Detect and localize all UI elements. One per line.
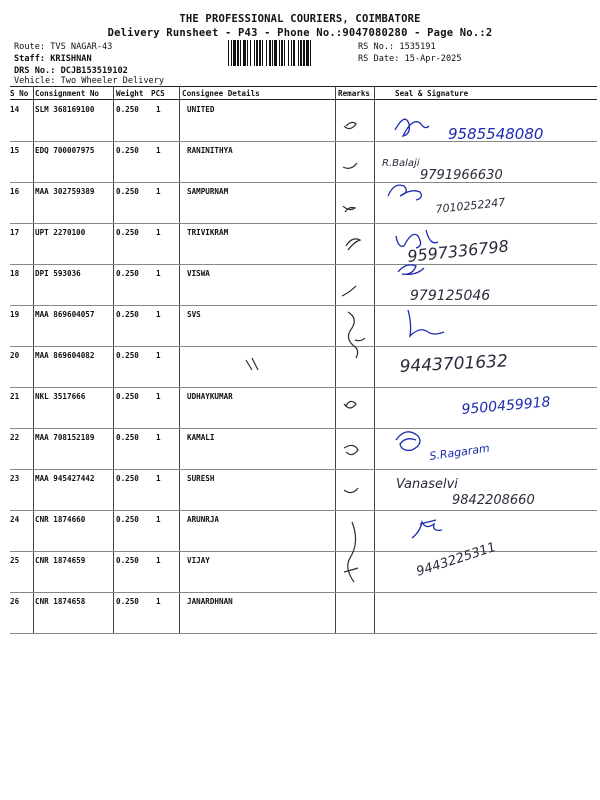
- handwritten-phone: 9585548080: [448, 125, 544, 143]
- consignment-cell: MAA 302759389: [35, 187, 95, 196]
- pcs-cell: 1: [156, 474, 161, 483]
- sno-cell: 25: [10, 556, 20, 565]
- consignee-cell: VIJAY: [187, 556, 210, 565]
- weight-cell: 0.250: [116, 351, 139, 360]
- vehicle-label: Vehicle:: [14, 76, 56, 86]
- col-header-pcs: PCS: [151, 89, 165, 98]
- sno-cell: 14: [10, 105, 20, 114]
- sno-cell: 19: [10, 310, 20, 319]
- weight-cell: 0.250: [116, 515, 139, 524]
- signature: [396, 432, 420, 451]
- pcs-cell: 1: [156, 228, 161, 237]
- handwritten-name: S.Ragaram: [428, 441, 491, 463]
- remark-marks: [246, 122, 365, 582]
- sno-cell: 18: [10, 269, 20, 278]
- weight-cell: 0.250: [116, 597, 139, 606]
- sno-cell: 16: [10, 187, 20, 196]
- remark-tick: [348, 312, 365, 358]
- handwritten-phone: 9842208660: [452, 493, 535, 508]
- runsheet-subtitle: Delivery Runsheet - P43 - Phone No.:9047080280 - Page No.:2: [107, 27, 493, 39]
- pcs-cell: 1: [156, 556, 161, 565]
- handwritten-name: R.Balaji: [382, 158, 420, 169]
- signature: [408, 310, 444, 336]
- pcs-cell: 1: [156, 433, 161, 442]
- consignment-cell: CNR 1874658: [35, 597, 86, 606]
- rs-date-label: RS Date:: [358, 54, 400, 64]
- handwritten-phone: 9791966630: [420, 168, 503, 183]
- remark-tick: [344, 488, 358, 493]
- sno-cell: 24: [10, 515, 20, 524]
- consignment-cell: MAA 869604082: [35, 351, 95, 360]
- remark-tick: [346, 239, 360, 250]
- remark-tick: [344, 401, 356, 408]
- signature: [398, 265, 424, 275]
- signature: [412, 520, 442, 538]
- drs-value: DCJB153519102: [60, 66, 128, 76]
- remark-tick: [344, 122, 356, 128]
- remark-tick: [342, 286, 356, 296]
- col-header-sno: S No: [10, 89, 29, 98]
- company-title: THE PROFESSIONAL COURIERS, COIMBATORE: [179, 13, 421, 25]
- sno-cell: 22: [10, 433, 20, 442]
- sno-cell: 23: [10, 474, 20, 483]
- consignee-cell: TRIVIKRAM: [187, 228, 229, 237]
- route-label: Route:: [14, 42, 46, 52]
- route-value: TVS NAGAR-43: [50, 42, 113, 52]
- weight-cell: 0.250: [116, 310, 139, 319]
- weight-cell: 0.250: [116, 105, 139, 114]
- weight-cell: 0.250: [116, 474, 139, 483]
- remark-tick: [343, 163, 357, 168]
- handwritten-phone: 9597336798: [406, 236, 510, 266]
- consignee-cell: ARUNRJA: [187, 515, 220, 524]
- remark-tick: [246, 358, 258, 370]
- handwritten-phone: 7010252247: [434, 195, 506, 216]
- col-header-consignment: Consignment No: [35, 89, 100, 98]
- col-header-remarks: Remarks: [338, 89, 371, 98]
- pcs-cell: 1: [156, 269, 161, 278]
- col-header-consignee: Consignee Details: [182, 89, 260, 98]
- pcs-cell: 1: [156, 146, 161, 155]
- signature: [388, 185, 421, 200]
- remark-tick: [343, 206, 355, 212]
- weight-cell: 0.250: [116, 146, 139, 155]
- consignment-cell: DPI 593036: [35, 269, 81, 278]
- weight-cell: 0.250: [116, 556, 139, 565]
- handwritten-name: Vanaselvi: [396, 477, 458, 492]
- handwritten-phone: 9500459918: [460, 394, 552, 418]
- staff-value: KRISHNAN: [50, 54, 92, 64]
- pcs-cell: 1: [156, 187, 161, 196]
- sno-cell: 26: [10, 597, 20, 606]
- pcs-cell: 1: [156, 105, 161, 114]
- rs-date-value: 15-Apr-2025: [404, 54, 462, 64]
- consignee-cell: JANARDHNAN: [187, 597, 233, 606]
- consignment-cell: MAA 945427442: [35, 474, 95, 483]
- rs-no-value: 1535191: [399, 42, 436, 52]
- consignee-cell: SAMPURNAM: [187, 187, 229, 196]
- remark-tick: [344, 522, 358, 582]
- pcs-cell: 1: [156, 392, 161, 401]
- staff-label: Staff:: [14, 54, 46, 64]
- col-header-weight: Weight: [116, 89, 144, 98]
- handwritten-phone: 9443701632: [399, 351, 509, 377]
- consignee-cell: SURESH: [187, 474, 215, 483]
- consignee-cell: VISWA: [187, 269, 210, 278]
- remark-tick: [344, 445, 358, 454]
- consignment-cell: MAA 708152189: [35, 433, 95, 442]
- handwritten-phone: 9443225311: [414, 539, 498, 580]
- weight-cell: 0.250: [116, 392, 139, 401]
- pcs-cell: 1: [156, 310, 161, 319]
- drs-label: DRS No.:: [14, 66, 56, 76]
- sno-cell: 21: [10, 392, 20, 401]
- consignment-cell: CNR 1874660: [35, 515, 86, 524]
- weight-cell: 0.250: [116, 228, 139, 237]
- pcs-cell: 1: [156, 597, 161, 606]
- consignee-cell: UNITED: [187, 105, 215, 114]
- sno-cell: 15: [10, 146, 20, 155]
- consignee-cell: RANINITHYA: [187, 146, 233, 155]
- consignee-cell: KAMALI: [187, 433, 215, 442]
- weight-cell: 0.250: [116, 187, 139, 196]
- consignment-cell: MAA 869604057: [35, 310, 95, 319]
- weight-cell: 0.250: [116, 433, 139, 442]
- consignee-cell: UDHAYKUMAR: [187, 392, 233, 401]
- handwritten-text: [382, 125, 551, 580]
- signature: [395, 119, 429, 136]
- sno-cell: 17: [10, 228, 20, 237]
- rs-no-label: RS No.:: [358, 42, 395, 52]
- weight-cell: 0.250: [116, 269, 139, 278]
- vehicle-value: Two Wheeler Delivery: [60, 76, 165, 86]
- pcs-cell: 1: [156, 351, 161, 360]
- consignment-cell: CNR 1874659: [35, 556, 86, 565]
- consignment-cell: EDQ 700007975: [35, 146, 95, 155]
- consignment-cell: SLM 368169100: [35, 105, 95, 114]
- consignment-cell: UPT 2270100: [35, 228, 86, 237]
- pcs-cell: 1: [156, 515, 161, 524]
- col-header-seal-signature: Seal & Signature: [395, 89, 469, 98]
- consignment-cell: NKL 3517666: [35, 392, 86, 401]
- handwritten-phone: 979125046: [410, 288, 491, 304]
- sno-cell: 20: [10, 351, 20, 360]
- consignee-cell: SVS: [187, 310, 201, 319]
